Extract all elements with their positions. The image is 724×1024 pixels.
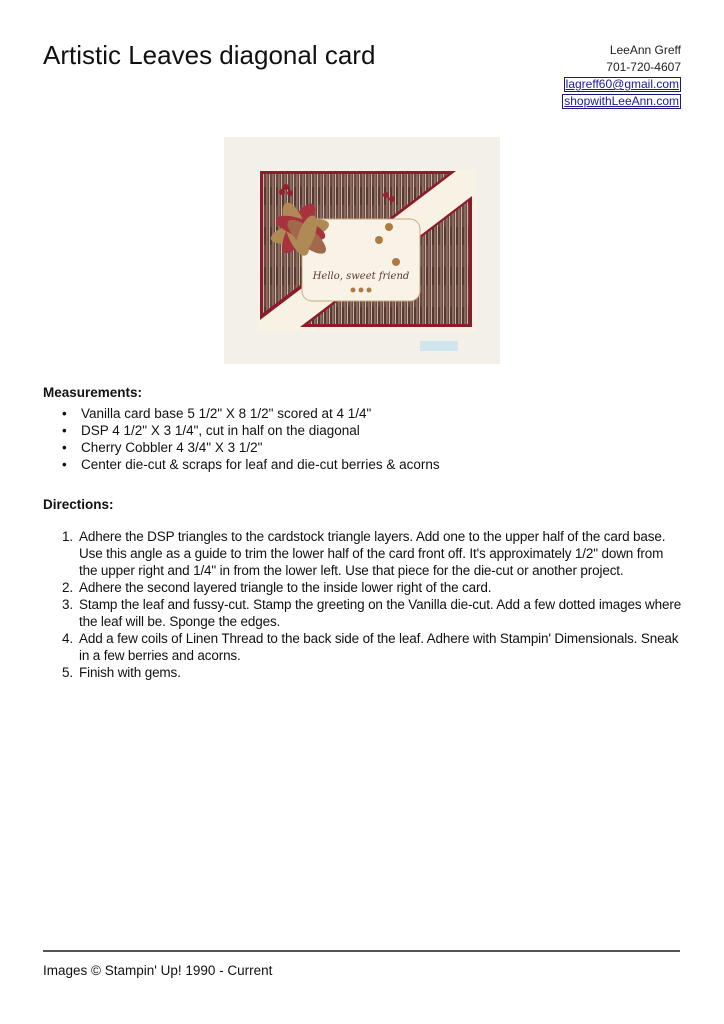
step-text: Finish with gems. — [79, 665, 181, 680]
page-title: Artistic Leaves diagonal card — [43, 40, 376, 70]
step-number: 2. — [62, 580, 73, 595]
step-text: Stamp the leaf and fussy-cut. Stamp the greeting on the Vanilla die-cut. Add a few dotted images where the leaf will be. Sponge the edges. — [79, 597, 682, 629]
email-link[interactable]: lagreff60@gmail.com — [565, 77, 679, 91]
list-item — [62, 596, 682, 630]
card-photo — [224, 137, 500, 364]
measurement-text: Cherry Cobbler 4 3/4" X 3 1/2" — [81, 440, 263, 455]
list-item — [62, 422, 440, 439]
list-item — [62, 579, 682, 596]
step-number: 3. — [62, 597, 73, 612]
step-text: Adhere the DSP triangles to the cardstock triangle layers. Add one to the upper half of the card base. Use this angle as a guide to trim the lower half of the card front off. It's approximately 1/2" down from the upper right and 1/4" in from the lower left. Use that piece for the die-cut or another project. — [79, 529, 666, 578]
bullet-icon: • — [62, 406, 67, 421]
step-number: 4. — [62, 631, 73, 646]
measurements-list — [62, 405, 440, 473]
bullet-icon: • — [62, 457, 67, 472]
website-link[interactable]: shopwithLeeAnn.com — [564, 94, 679, 108]
step-number: 1. — [62, 529, 73, 544]
contact-name: LeeAnn Greff — [609, 43, 681, 57]
list-item — [62, 664, 682, 681]
greeting-text: Hello, sweet friend — [312, 271, 410, 282]
list-item — [62, 528, 682, 579]
step-number: 5. — [62, 665, 73, 680]
measurement-text: DSP 4 1/2" X 3 1/4", cut in half on the diagonal — [81, 423, 360, 438]
list-item — [62, 630, 682, 664]
footer-copyright: Images © Stampin' Up! 1990 - Current — [43, 963, 273, 978]
measurement-text: Vanilla card base 5 1/2" X 8 1/2" scored at 4 1/4" — [81, 406, 372, 421]
contact-phone: 701-720-4607 — [606, 60, 681, 74]
contact-info — [562, 42, 681, 110]
list-item — [62, 405, 440, 422]
step-text: Add a few coils of Linen Thread to the back side of the leaf. Adhere with Stampin' Dimensionals. Sneak in a few berries and acorns. — [79, 631, 679, 663]
measurements-heading: Measurements: — [43, 385, 143, 400]
directions-heading: Directions: — [43, 497, 114, 512]
list-item — [62, 456, 440, 473]
directions-list — [62, 528, 682, 681]
footer-divider — [43, 950, 680, 952]
measurement-text: Center die-cut & scraps for leaf and die-cut berries & acorns — [81, 457, 440, 472]
list-item — [62, 439, 440, 456]
bullet-icon: • — [62, 423, 67, 438]
card-illustration — [224, 137, 500, 364]
bullet-icon: • — [62, 440, 67, 455]
step-text: Adhere the second layered triangle to the inside lower right of the card. — [79, 580, 492, 595]
